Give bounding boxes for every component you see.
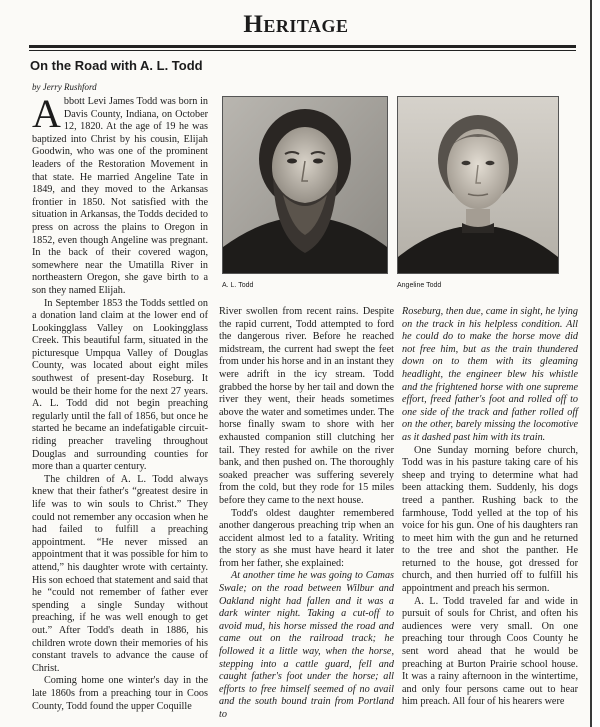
section-header: Heritage <box>243 11 349 38</box>
text-column-1 <box>32 91 208 713</box>
header-rule-thick <box>29 45 576 48</box>
paragraph: River swollen from recent rains. Despite the rapid current, Todd attempted to ford the dangerous river. Before he reached midstream, the current had swept the feet from under his horse and in an instant they were adrift in the icy stream. Todd grabbed the horse by her tail and down the river they went, their heads sometimes above the water and sometimes under. The horse finally swam to shore with her exhausted companion still clutching her tail. They rested for awhile on the river bank, and then pushed on. The thoroughly soaked preacher was suffering severely from the cold, but they rode for 15 miles before they came to the next house. <box>219 306 394 506</box>
paragraph: In September 1853 the Todds settled on a donation land claim at the lower end of Lookingglass Valley on Lookingglass Creek. This beautiful farm, situated in the picturesque Umpqua Valley of Douglas County, was located about eight miles southwest of present-day Roseburg. It would be their home for the next 27 years. A. L. Todd did not begin preaching regularly until the fall of 1856, but once he started he became an indefatigable circuit-riding preacher traveling throughout Douglas and surrounding counties for more than a quarter century. <box>32 297 208 473</box>
block-quote: At another time he was going to Camas Swale; on the road between Wilbur and Oakland night had fallen and it was a dark winter night. Taking a cut-off to avoid mud, his horse missed the road and came out on the railroad track; he followed it a little way, when the horse, stepping into a cattle guard, fell and caught father's foot under the horse; all efforts to free himself seemed of no avail and the south bound train from Portland to <box>219 570 394 720</box>
paragraph: One Sunday morning before church, Todd was in his pasture taking care of his sheep and trying to determine what had been attacking them. Suddenly, his dogs treed a panther. Rushing back to the farmhouse, Todd yelled at the top of his voice for his gun. One of his daughters ran to meet him with the gun and he returned to the tree and shot the panther. He returned to the house, got dressed for church, and then hurried off to fulfill his appointment and preach his sermon. <box>402 444 578 595</box>
text-column-3 <box>402 306 578 709</box>
block-quote: Roseburg, then due, came in sight, he lying on the track in his helpless condition. All he could do to make the horse move did not free him, but as the train thundered down on to them with its gleaming headlight, the engineer blew his whistle and the frightened horse with one supreme effort, freed father's foot and rolled off to one side of the track and father rolled off on the other, barely missing the locomotive as it dashed past him with its train. <box>402 306 578 443</box>
drop-cap: A <box>32 91 61 136</box>
portrait-al-todd <box>222 96 388 274</box>
article-title: On the Road with A. L. Todd <box>30 58 203 73</box>
text-column-2 <box>219 306 394 722</box>
paragraph <box>32 91 208 298</box>
byline: by Jerry Rushford <box>32 82 97 92</box>
paragraph: A. L. Todd traveled far and wide in pursuit of souls for Christ, and often his audiences were very small. On one preaching tour through Coos County he sent word ahead that he would be preaching at Burton Prairie school house. It was a rainy afternoon in the wintertime, and only four persons came out to hear him preach. All four of his hearers were <box>402 595 578 708</box>
paragraph-text: bbott Levi James Todd was born in Davis County, Indiana, on October 12, 1820. At the age of 19 he was baptized into Christ by his cousin, Elijah Goodwin, who was one of the prominent leaders of the Restoration Movement in that state. He married Angeline Tate in 1849, and they moved to the Arkansas frontier in 1850. Not satisfied with the situation in Arkansas, the Todds decided to press on across the plains to Oregon in 1852, even though Angeline was pregnant. In the back of their covered wagon, somewhere near the Umatilla River in northeastern Oregon, she gave birth to a son they named Elijah. <box>32 96 208 296</box>
paragraph: The children of A. L. Todd always knew that their father's “greatest desire in life was to win souls to Christ.” They could not remember any occasion when he had failed to fulfill a preaching appointment. “He never missed an appointment that it was possible for him to attend,” his daughter wrote with certainty. His son echoed that statement and said that he “could not remember of father ever spending a single Sunday without preaching, if he was well enough to get out.” After Todd's death in 1886, his children wrote down their memories of his constant travels to advance the cause of Christ. <box>32 473 208 674</box>
photo-caption: Angeline Todd <box>397 282 442 289</box>
paragraph: Todd's oldest daughter remembered another dangerous preaching trip when an accident almost led to a fatality. Writing the story as she must have heard it later from her father, she explained: <box>219 507 394 569</box>
portrait-angeline-todd <box>397 96 559 274</box>
paragraph: Coming home one winter's day in the late 1860s from a preaching tour in Coos County, Todd found the upper Coquille <box>32 675 208 712</box>
header-rule-thin <box>29 50 576 51</box>
photo-caption: A. L. Todd <box>222 282 254 289</box>
